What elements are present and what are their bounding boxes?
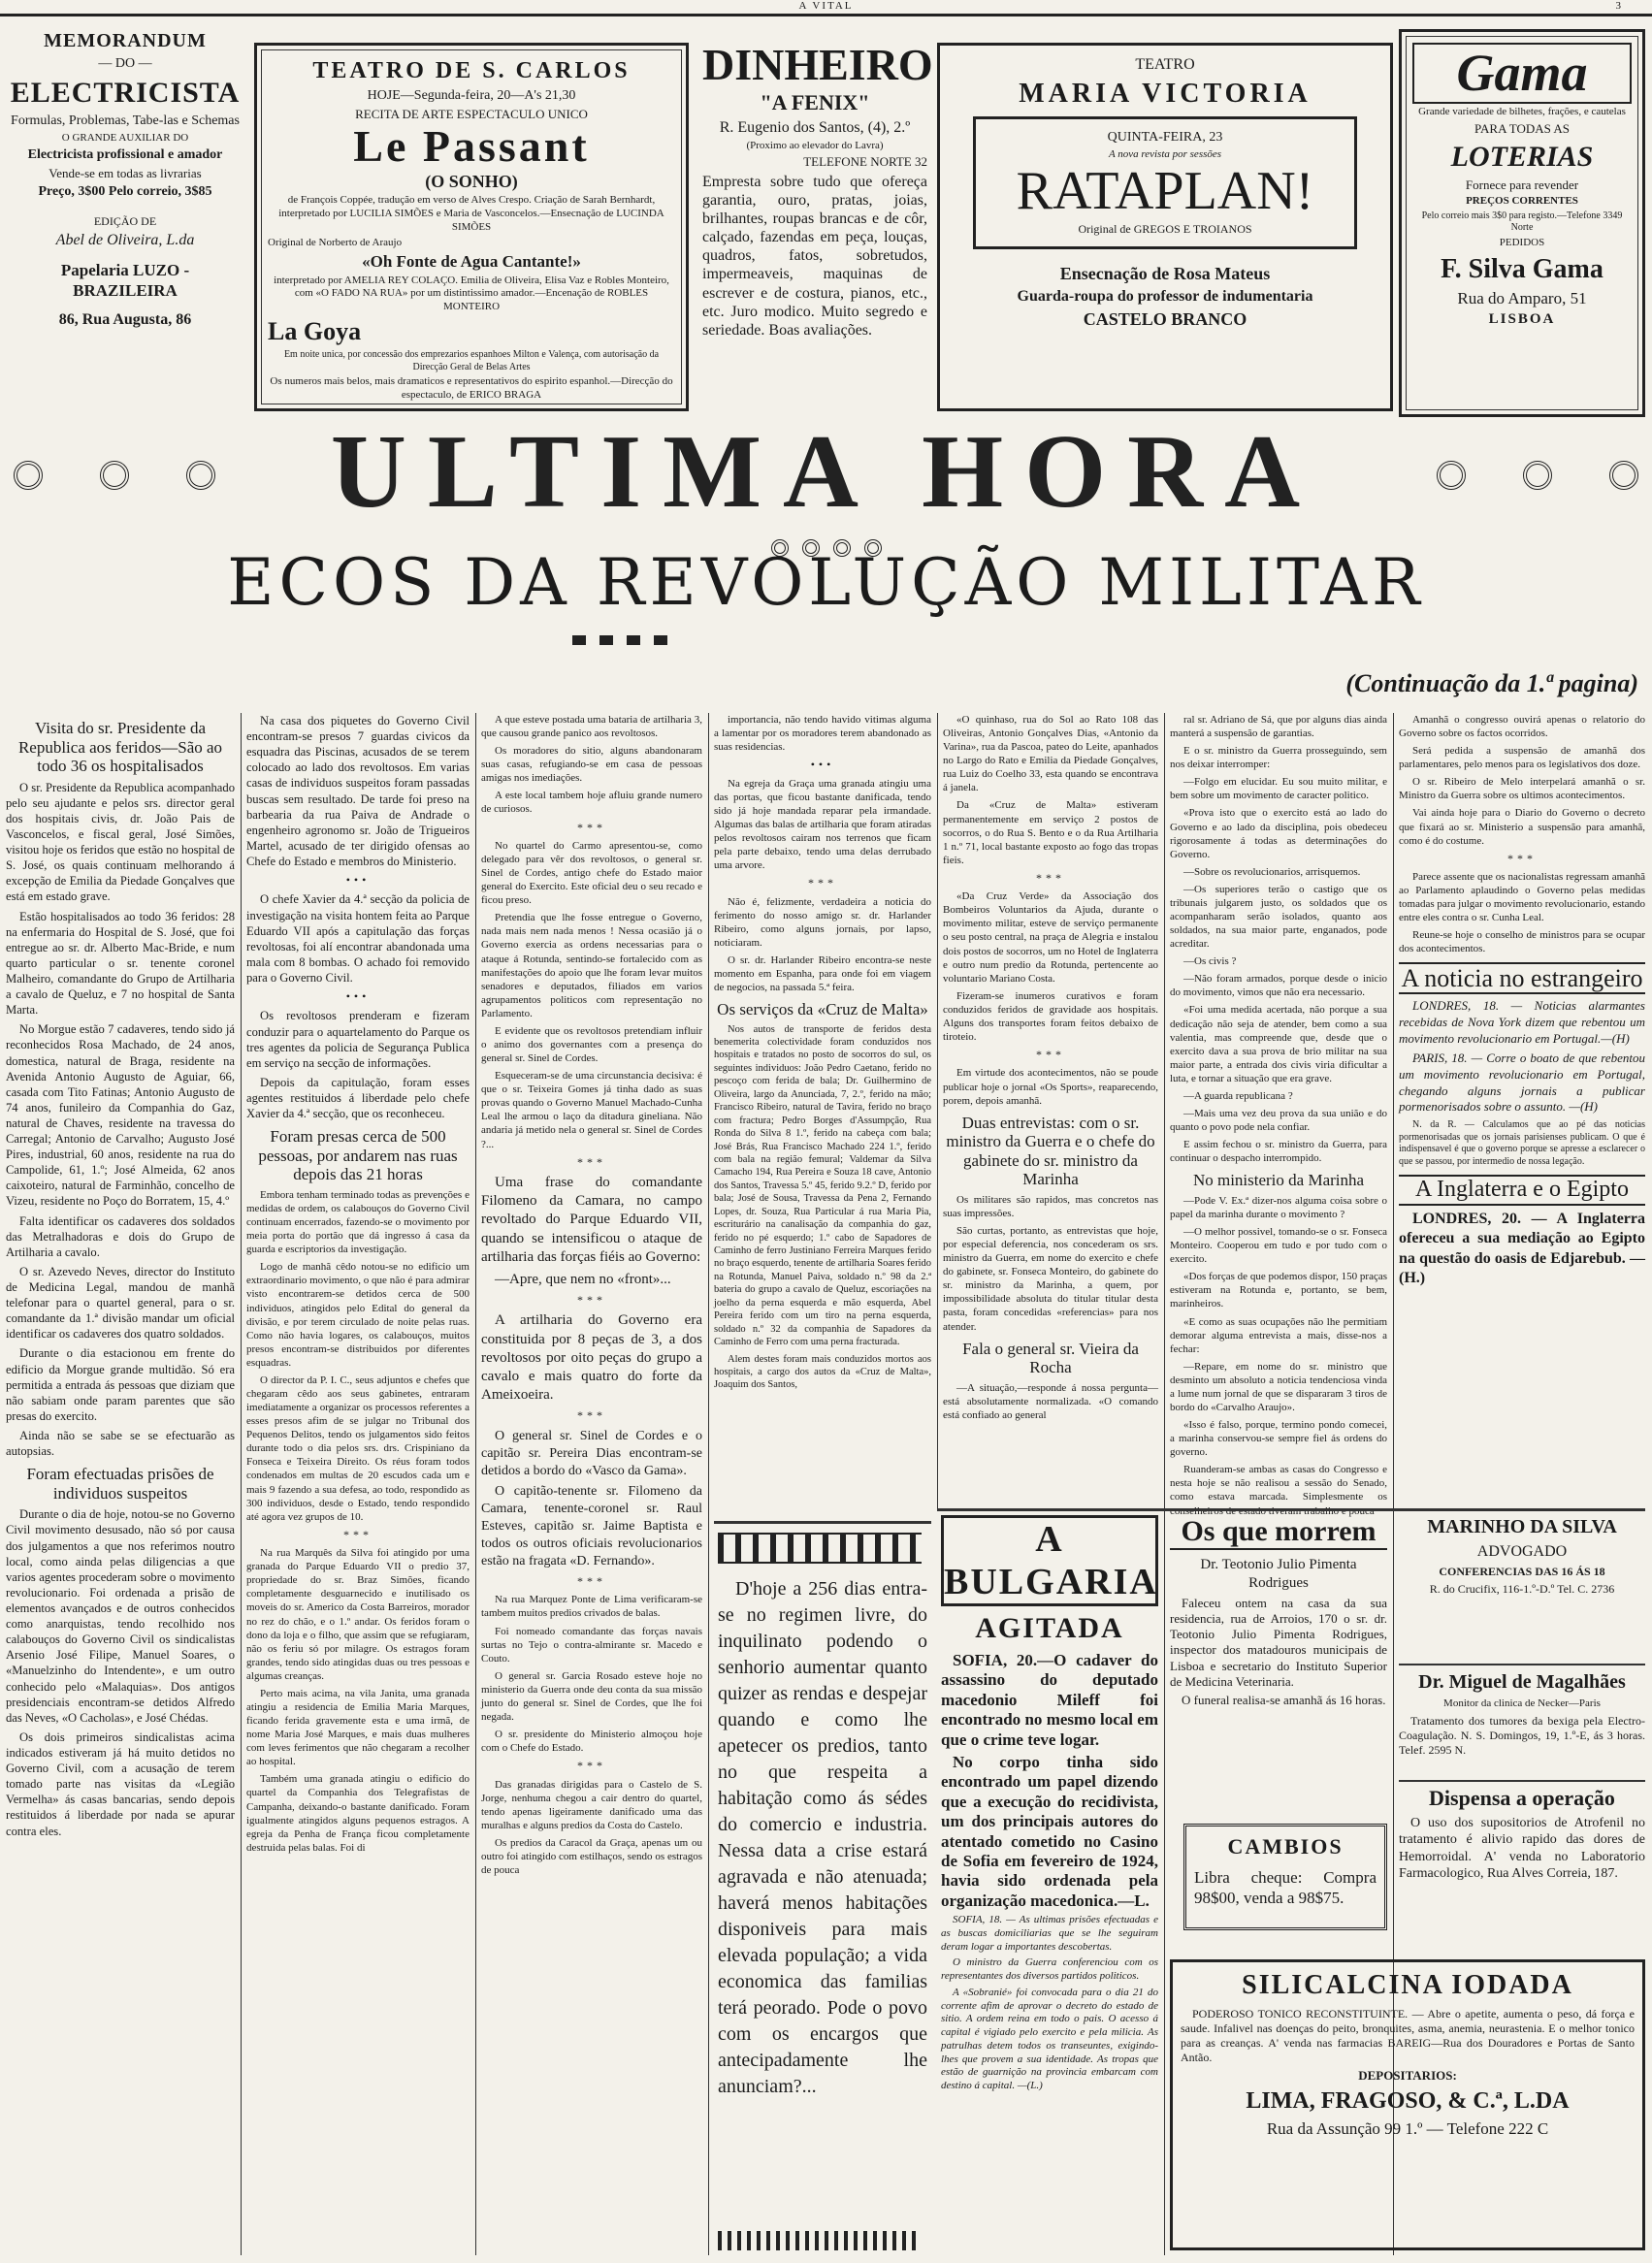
gama-l8: F. Silva Gama: [1441, 253, 1603, 284]
separator: ***: [808, 876, 837, 890]
col5-p6: Os militares são rapidos, mas concretos nas suas impressões.: [943, 1193, 1158, 1219]
gama-l7: PEDIDOS: [1499, 236, 1545, 248]
cambios-box: [1183, 1824, 1387, 1930]
col3-p11: O sr. presidente do Ministerio almoçou hoje com o Chefe do Estado.: [481, 1729, 702, 1755]
col5-heading-2: Fala o general sr. Vieira da Rocha: [962, 1339, 1139, 1377]
col5-p1: «O quinhaso, rua do Sol ao Rato 108 das Oliveiras, Antonio Gonçalves Dias, «Antonio da Varina», rua da Pascoa, pateo do Leite, apanhados no Largo do Rato e Emilia da Piedade Gonçalves, rua Luiz do Coelho 33, esta quando se encontrava á janela.: [943, 714, 1158, 794]
memo-l8: Preço, 3$00 Pelo correio, 3$85: [38, 184, 212, 199]
scarlos-play: Le Passant: [353, 120, 590, 171]
col3-p8: Na rua Marquez Ponte de Lima verificaram-se tambem muitos predios crivados de balas.: [481, 1594, 702, 1620]
column-3: [481, 713, 702, 2255]
separator: ***: [577, 1408, 606, 1423]
mv-l2: MARIA VICTORIA: [1019, 79, 1312, 109]
column-5: [943, 713, 1158, 1508]
atrofenil-ad: [1399, 1785, 1645, 1950]
col7-p5: Parece assente que os nacionalistas regressam amanhã ao Parlamento aplaudindo o Governo pelas medidas tomadas para julgar o movimento revolucionario, estando entre eles contra o sr. Cunha Leal.: [1399, 871, 1645, 924]
memo-l9: EDIÇÃO DE: [93, 213, 157, 228]
headline-divider: [572, 635, 669, 645]
advogado-hours: CONFERENCIAS DAS 16 ÁS 18: [1439, 1565, 1605, 1578]
memo-l5: O GRANDE AUXILIAR DO: [61, 131, 189, 144]
col4-p1: importancia, não tendo havido vitimas alguma a lamentar por os moradores terem abandonado as suas residencias.: [714, 714, 931, 754]
column-1: [6, 713, 235, 2255]
col2-p4: Depois da capitulação, foram esses agentes restituidos á liberdade pelo chefe Xavier da 4.ª secção, que os reconheceu.: [246, 1075, 470, 1121]
obituary-name: Dr. Teotonio Julio Pimenta Rodrigues: [1200, 1557, 1357, 1591]
col6-p9: «Foi uma medida acertada, não porque a sua dedicação não seja de atender, bem como a sua valentia, mas compreende que, desde que o exercito dava a sua prova de brio militar na sua maior parte, a entrada dos civis viria dificultar a luta, e tornar a situação que era grave.: [1170, 1004, 1387, 1084]
col3-quote: —Apre, que nem no «front»...: [495, 1271, 671, 1287]
col2-p2: O chefe Xavier da 4.ª secção da policia de investigação na visita hontem feita ao Parque Eduardo VII após a capitulação das forças revoltosas, foi alí encontrar abandonada uma mala com 8 bombas. O achado foi removido para o Governo Civil.: [246, 892, 470, 985]
column-rule: [1164, 713, 1165, 2255]
col5-p5: Em virtude dos acontecimentos, não se poude publicar hoje o jornal «Os Sports», reaparecendo, porem, depois amanhã.: [943, 1067, 1158, 1107]
col1-p4: Falta identificar os cadaveres dos soldados das Metralhadoras e dois do Grupo de Artilharia a cavalo.: [6, 1213, 235, 1259]
memo-l11: Papelaria LUZO - BRAZILEIRA: [60, 260, 190, 300]
dinheiro-near: (Proximo ao elevador do Lavra): [746, 139, 884, 151]
cambios-line: Libra cheque: Compra 98$00, venda a 98$75.: [1194, 1868, 1377, 1908]
scarlos-t4: interpretado por AMELIA REY COLAÇO. Emilia de Oliveira, Elisa Vaz e Robles Monteiro, com «O FADO NA RUA» por um distintissimo amador.—Encenação de ROBLES MONTEIRO: [274, 274, 669, 312]
obituary-box: [1170, 1515, 1387, 1758]
col2-p7: O director da P. I. C., seus adjuntos e chefes que chegaram cêdo aos seus gabinetes, entraram imediatamente a organizar os processos referentes a esses presos afim de se julgar no Tribunal dos Pequenos Delitos, tendo os julgamentos sido feitos durante todo o dia pelos srs. drs. Crispiniano da Fonseca e Teixeira Direito. Os réus foram todos condenados em multas de 20 escudos cada um e mais 9 fazendo a sua defesa, ao todo, respondido as 300 individuos, desde o Estado, tendo respondido até agora vez grupos de 10.: [246, 1374, 470, 1523]
col6-p18: «Isso é falso, porque, termino pondo comecei, a marinha conservou-se sempre fiel ás ordens do governo.: [1170, 1419, 1387, 1459]
bulgaria-p5: A «Sobranié» foi convocada para o dia 21 do corrente afim de aprovar o decreto do estado de sitio. A ordem reina em todo o pais. O acesso á capital é vigiado pelo exercito e pela milicia. As patrulhas detem todos os transeuntes, exigindo-lhes que provem a sua identidade. As tropas que estão de guarnição na provincia embarcam com destino á capital. —(L.): [941, 1986, 1158, 2092]
silicalcina-addr: Rua da Assunção 99 1.º — Telefone 222 C: [1266, 2119, 1549, 2139]
silicalcina-dep: DEPOSITARIOS:: [1358, 2068, 1457, 2083]
silicalcina-firm: LIMA, FRAGOSO, & C.ª, L.DA: [1246, 2088, 1570, 2115]
separator: •••: [345, 873, 371, 888]
section-rule: [1399, 1780, 1645, 1782]
separator: •••: [345, 989, 371, 1004]
scarlos-sub: (O SONHO): [425, 171, 518, 191]
mv-l4: A nova revista por sessões: [1108, 147, 1222, 160]
scarlos-t1: de François Coppée, tradução em verso de Alves Crespo. Criação de Sarah Bernhardt, interpretado por LUCILIA SIMÕES e Maria de Vasconcelos.—Ensecnação de LUCINDA SIMÕES: [278, 194, 664, 233]
separator: ***: [1036, 1048, 1065, 1062]
col6-p14: —O melhor possivel, tomando-se o sr. Fonseca Monteiro. Cooperou em tudo e por tudo com o exercito.: [1170, 1226, 1387, 1266]
col3-p6: E evidente que os revoltosos pretendiam influir o animo dos governantes com a presença do general sr. Sinel de Cordes.: [481, 1024, 702, 1065]
separator: ***: [577, 1759, 606, 1773]
gama-l3: LOTERIAS: [1450, 141, 1594, 174]
bulgaria-box: [941, 1515, 1158, 2252]
obituary-p1: Faleceu ontem na casa da sua residencia, rua de Arroios, 170 o sr. dr. Teotonio Julio Pimenta Rodrigues, inspector dos matadouros municipais de Lisboa e secretario do Instituto Superior de Medicina Veterinaria.: [1170, 1595, 1387, 1689]
bulgaria-p4: O ministro da Guerra conferenciou com os representantes dos diversos partidos politicos.: [941, 1956, 1158, 1983]
col1-p3: No Morgue estão 7 cadaveres, tendo sido já reconhecidos Rosa Machado, de 24 anos, domestica, natural de Braga, residente na Avenida Antonio Augusto de Aguiar, 66, casada com Tito Fatinas; Antonio Augusto de 74 anos, funileiro da Companhia do Gaz, natural de Chaves, residente na travessa do Carregal; Antonio de Carvalho; Augusto José Pires, industrial, 60 anos, residente na rua do Campolide, 61, 1.º; José Almeida, 62 anos caixoteiro, natural de Farminhão, concelho de Vizeu, residente no Poço do Borratem, 15, 4.º: [6, 1022, 235, 1209]
dinheiro-body: Empresta sobre tudo que ofereça garantia, ouro, pratas, joias, brilhantes, roupas brancas e de côr, calçado, fazendas em peça, louças, quadros, fatos, sobretudos, impermeaveis, maquinas de escrever e de costura, pianos, etc., etc. Juro modico. Muito segredo e seriedade. Boas avaliações.: [702, 173, 927, 339]
col1-p9: Os dois primeiros sindicalistas acima indicados estiveram já há muito detidos no Governo Civil, com a acusação de terem tomado parte nas visitas da «Legião Vermelha» ás casas bancarias, sendo depois restituidos á liberdade por nada se apurar contra eles.: [6, 1730, 235, 1838]
doctor-sub: Monitor da clinica de Necker—Paris: [1443, 1697, 1601, 1709]
col2-p10: Também uma granada atingiu o edificio do quartel da Companhia dos Telegrafistas de Campanha, deixando-o bastante danificado. Foram igualmente atingidos alguns pequenos estragos. A egreja da Penha de França ficou completamente destruida pelas balas. Foi di: [246, 1773, 470, 1854]
col3-p1: A que esteve postada uma bataria de artilharia 3, que causou grande panico aos revoltosos.: [481, 714, 702, 740]
section-rule: [714, 1521, 931, 1524]
gama-l6: Pelo correio mais 3$0 para registo.—Telefone 3349 Norte: [1421, 210, 1623, 234]
headline-main: ULTIMA HORA: [330, 414, 1322, 530]
atrofenil-title: Dispensa a operação: [1429, 1786, 1615, 1810]
continuation-note: (Continuação da 1.ª pagina): [1345, 669, 1638, 697]
col6-p5: —Sobre os revolucionarios, arrisquemos.: [1183, 865, 1361, 878]
memo-l7: Vende-se em todas as livrarias: [49, 165, 202, 180]
col7-p9: N. da R. — Calculamos que ao pé das noticias pormenorisadas que os jornais parisienses publicam. O que é indispensavel é que o governo porque se apresse a esclarecer o que se passou, por intermedio de nossa legação.: [1399, 1118, 1645, 1168]
ad-teatro-s-carlos: [254, 43, 689, 411]
scarlos-rec: RECITA DE ARTE ESPECTACULO UNICO: [355, 106, 588, 121]
col1-p5: O sr. Azevedo Neves, director do Instituto de Medicina Legal, mandou de manhã telefonar para o quartel general, para o sr. comandante da 1.ª divisão mandar um oficial identificar os cadaveres dos quatro soldados.: [6, 1264, 235, 1342]
gama-l2: PARA TODAS AS: [1474, 121, 1571, 137]
dinheiro-tel: TELEFONE NORTE 32: [803, 154, 927, 170]
scarlos-date: HOJE—Segunda-feira, 20—A's 21,30: [367, 88, 576, 103]
section-rule: [1399, 1664, 1645, 1665]
column-rule: [708, 713, 709, 2255]
dinheiro-sub: "A FENIX": [760, 90, 870, 114]
col3-p12: Das granadas dirigidas para o Castelo de S. Jorge, nenhuma chegou a cair dentro do quartel, tendo apenas ligeiramente danificado uma das muralhas e alguns predios da Costa do Castelo.: [481, 1778, 702, 1831]
memo-l10: Abel de Oliveira, L.da: [55, 231, 195, 248]
separator: ***: [577, 820, 606, 834]
col6-p17: —Repare, em nome do sr. ministro que desminto um absoluto a noticia tendenciosa vinda a lume num jornal de que se dispararam 3 tiros de bordo do «Carvalho Araujo».: [1170, 1360, 1387, 1413]
col4-p2: Na egreja da Graça uma granada atingiu uma das portas, que ficou bastante danificada, tendo sido já hoje mandada reparar pela irmandade. Algumas das balas de artilharia que foram atiradas pelos revoltosos cairam nos terrenos que ficam pela parte debaixo, tendo uma delas derrubado uma arvore.: [714, 777, 931, 872]
col2-heading: Foram presas cerca de 500 pessoas, por andarem nas ruas depois das 21 horas: [258, 1127, 458, 1184]
col3-heading-2: A artilharia do Governo era constituida por 8 peças de 3, a dos revoltosos por oito peças do grupo a cavalo e mais quatro do forte da Ameixoeira.: [481, 1312, 702, 1404]
col1-p7: Ainda não se sabe se se efectuarão as autopsias.: [6, 1429, 235, 1459]
col6-p1: ral sr. Adriano de Sá, que por alguns dias ainda manterá a suspensão de garantias.: [1170, 714, 1387, 740]
col3-p9: Foi nomeado comandante das forças navais surtas no Tejo o contra-almirante sr. Macedo e Couto.: [481, 1625, 702, 1665]
scarlos-t7: Os numeros mais belos, mais dramaticos e representativos do espirito espanhol.—Direcção do espectaculo, de ERICO BRAGA: [270, 375, 673, 401]
memo-l4: Formulas, Problemas, Tabe-las e Schemas: [11, 113, 240, 128]
ad-dinheiro: [698, 39, 931, 427]
col2-p8: Na rua Marquês da Silva foi atingido por uma granada do Parque Eduardo VII o predio 37, propriedade do sr. Braz Simões, ficando completamente desguarnecido e inutilisado os moveis do sr. Americo da Costa Barreiros, morador no rez do chão, e o 1.º andar. Os feridos foram o dono da loja e o filho, que assim que se refugiaram, não os feriu só por milagre. Os estragos foram grandes, tendo sido atingidas duas ou tres pessoas e algumas creanças.: [246, 1547, 470, 1682]
separator: ***: [577, 1154, 606, 1169]
col2-p5: Embora tenham terminado todas as prevenções e medidas de ordem, os calabouços do Governo Civil continuam encerrados, fazendo-se o movimento por meia porta do portão que dá ingresso á casa da guarda e escriptorios da investigação.: [246, 1188, 470, 1256]
gama-logo: Gama: [1412, 43, 1632, 104]
bulgaria-title: A BULGARIA: [941, 1515, 1158, 1606]
col1-p8: Durante o dia de hoje, notou-se no Governo Civil movimento desusado, não só por causa dos julgamentos a que nos referimos noutro local, como ainda pelas diligencias a que varios agentes procederam sobre o movimento revolucionario. Foi ordenada a prisão de elementos avançados e de outros conhecidos como anarquistas, tendo recolhido nos calabouços do Governo Civil os sindicalistas Arsenio José Filipe, Manuel Soares, o «Manuelzinho do Intendente», e um outro conhecido pelo «Malaquias». Dos antigos presidenciais encontram-se detidos Alfredo das Neves, «O Cacholas», e José Chédas.: [6, 1507, 235, 1725]
column-2: [246, 713, 470, 2255]
col6-p15: «Dos forças de que podemos dispor, 150 praças estiveram na Rotunda e, portanto, se bem, marinheiros.: [1170, 1271, 1387, 1310]
bulgaria-p2: No corpo tinha sido encontrado um papel dizendo que a execução do recidivista, um dos principais autores do atentado cometido no Casino de Sofia em fevereiro de 1924, havia sido ordenada pela organização macedonica.—L.: [941, 1752, 1158, 1910]
advogado-ad: [1399, 1515, 1645, 1661]
col5-p8: —A situação,—responde á nossa pergunta—está absolutamente normalizada. «O comando está confiado ao general: [943, 1381, 1158, 1421]
memo-l12: 86, Rua Augusta, 86: [58, 311, 192, 328]
page-number: 3: [1615, 0, 1623, 12]
col2-p1: Na casa dos piquetes do Governo Civil encontram-se presos 7 guardas civicos da esquadra das Piscinas, acusados de se terem colocado ao lado dos revoltosos. Em varias casas de individuos suspeitos foram passadas buscas sem resultado. De tarde foi preso na barbearia da rua Paiva de Andrade o engenheiro agronomo sr. João de Trigueiros Martel, acusado de ter dirigido ofensas ao Chefe do Estado e membros do Ministerio.: [246, 714, 470, 868]
column-7: [1399, 713, 1645, 1537]
col4-p4: O sr. dr. Harlander Ribeiro encontra-se neste momento em Espanha, para onde foi em viagem de negocios, na passada 5.ª feira.: [714, 954, 931, 993]
doctor-text: Tratamento dos tumores da bexiga pela Electro-Coagulação. N. S. Domingos, 19, 1.º-E, ás 3 horas. Telef. 2595 N.: [1399, 1713, 1645, 1757]
col7-p2: Será pedida a suspensão de amanhã dos parlamentares, pelo menos para os legislativos dos doze.: [1399, 745, 1645, 771]
col4-p5: Nos autos de transporte de feridos desta benemerita colectividade foram conduzidos nos hospitais e tratados no posto de socorros do sul, os seguintes individuos: João Pedro Caetano, ferido no pescoço com ferida de bala; Dr. Guilhermino de Oliveira, largo da Anunciada, 7, 2.º, ferido na mão; Francisco Ribeiro, natural de Tavira, ferido no braço com fractura; Pedro Borges d'Assumpção, Rua Ronda do Silva 8 1.º, ferido na cabeça com bala; José Brás, Rua Francisco Machado 224 1.º, ferido com bala na região femural; Valdemar da Silva Camacho 194, Rua Pereira e Souza 18 cave, Antonio dos Santos, Travessa 5.º 45, ferido 9.2.º D, ferido por bala; José de Sousa, Travessa da Pena 2, Fernando Lopes, dr. Souza, Rua Particular á rua Maria Pia, escriturário na canalisação da companhia do gaz, ferido no pé esquerdo; 1.º cabo de Sapadores de Caminho de ferro Justiniano Ferreira Marques ferido no braço esquerdo, tenente de artilharia Soares ferido na Rotunda, Manuel Paiva, soldado n.º 98 da 2.ª bateria do grupo a cavalo de Queluz, escoriações na joelho da perna esquerda e mão esquerda, Abel Pereira ferido com um tiro na perna esquerda, soldado n.º 32 da companhia de Sapadores da Caminho de Ferro com uma perna fracturada.: [714, 1023, 931, 1348]
col4-p3: Não é, felizmente, verdadeira a noticia do ferimento do nosso amigo sr. dr. Harlander Ribeiro, como alguns jornais, por lapso, noticiaram.: [714, 895, 931, 949]
col5-p3: «Da Cruz Verde» da Associação dos Bombeiros Voluntarios da Ajuda, durante o movimento militar, esteve de serviço permanente o seu posto central, na praça de Alegria e instalou dois postos de socorros, um no Hotel de Inglaterra e outro num predio da Rotunda, pertencente ao voluntario Mariano Costa.: [943, 890, 1158, 985]
col2-p9: Perto mais acima, na vila Janita, uma granada atingiu a residencia de Emilia Maria Marques, ficando ferida gravemente esta e uma irmã, de nome Maria José Marques, e mais duas mulheres com leves ferimentos que não chegaram a recolher ao hospital.: [246, 1687, 470, 1768]
mv-l7: Ensecnação de Rosa Mateus: [1059, 264, 1271, 284]
col2-p3: Os revoltosos prenderam e fizeram conduzir para o aquartelamento do Parque os tres agentes da policia de Segurança Publica em serviço na secção de informações.: [246, 1009, 470, 1070]
section-rule: [937, 1508, 1645, 1511]
col6-p10: —A guarda republicana ?: [1183, 1089, 1293, 1102]
silicalcina-title: SILICALCINA IODADA: [1242, 1970, 1573, 2000]
column-rule: [475, 713, 476, 2255]
advogado-title: ADVOGADO: [1476, 1543, 1568, 1560]
ornament-strip: [718, 1533, 922, 1564]
obituary-p2: O funeral realisa-se amanhã ás 16 horas.: [1182, 1693, 1386, 1707]
col5-p2: Da «Cruz de Malta» estiveram permanentemente em serviço 2 postos de socorros, o do Rua S. Bento e o da Rua Artilharia 1 n.º 71, local bastante exposto ao fogo das tropas fieis.: [943, 799, 1158, 866]
column-6: [1170, 713, 1387, 1508]
col4-p6: Alem destes foram mais conduzidos mortos aos hospitais, a cargo dos autos da «Cruz de Malta», Joaquim dos Santos,: [714, 1353, 931, 1391]
col3-p10: O general sr. Garcia Rosado esteve hoje no ministerio da Guerra onde deu conta da sua missão junto do general sr. Sinel de Cordes, que lhe foi negada.: [481, 1669, 702, 1723]
gama-l5: PREÇOS CORRENTES: [1466, 195, 1578, 208]
separator: ***: [577, 1293, 606, 1308]
mv-l8: Guarda-roupa do professor de indumentaria: [1017, 287, 1313, 305]
mv-l9: CASTELO BRANCO: [1083, 308, 1247, 329]
col3-heading-4: O capitão-tenente sr. Filomeno da Camara, tenente-coronel sr. Raul Esteves, capitão sr. Jaime Baptista e todos os outros oficiais revolucionarios estão na fragata «D. Fernando».: [481, 1484, 702, 1569]
scarlos-title: TEATRO DE S. CARLOS: [312, 58, 631, 83]
mv-l1: TEATRO: [1135, 56, 1195, 73]
mv-l6: Original de GREGOS E TROIANOS: [1078, 222, 1252, 237]
gama-l4: Fornece para revender: [1465, 177, 1579, 192]
gama-l1: Grande variedade de bilhetes, frações, e cautelas: [1418, 106, 1626, 118]
masthead-line: [0, 0, 1652, 16]
col7-p7: LONDRES, 18. — Noticias alarmantes recebidas de Nova York dizem que rebentou um movimento revolucionario em Portugal.—(H): [1399, 998, 1645, 1046]
gama-l9: Rua do Amparo, 51: [1457, 288, 1587, 307]
doctor-ad: [1399, 1670, 1645, 1777]
inquilinato-text: D'hoje a 256 dias entra-se no regimen livre, do inquilinato podendo o senhorio aumentar quanto quizer as rendas e despejar quando e como lhe apetecer os predios, tanto no que respeita a habitação como ás sédes do comercio e industria. Nessa data a crise estará agravada e não atenuada; haverá menos habitações disponiveis para mais elevada população; a vida economica das familias terá peorado. Pode o povo com os encargos que antecipadamente lhe anunciam?...: [718, 1578, 927, 2097]
col6-heading: No ministerio da Marinha: [1192, 1171, 1365, 1190]
col7-heading-2: A Inglaterra e o Egipto: [1399, 1175, 1645, 1206]
mv-l3: QUINTA-FEIRA, 23: [1107, 130, 1223, 145]
dinheiro-title: DINHEIRO: [702, 40, 933, 89]
col1-p6: Durante o dia estacionou em frente do edificio da Morgue grande multidão. Só era permitida a entrada ás pessoas que diziam que não sabiam onde param parentes que são presas do exercito.: [6, 1346, 235, 1423]
scarlos-t6: Em noite unica, por concessão dos emprezarios espanhoes Milton e Valença, com autorisação da Direcção Geral de Belas Artes: [283, 349, 660, 372]
col7-p3: O sr. Ribeiro de Melo interpelará amanhã o sr. Ministro da Guerra sobre os ultimos acontecimentos.: [1399, 776, 1645, 802]
col6-p2: E o sr. ministro da Guerra prosseguindo, sem nos deixar interromper:: [1170, 745, 1387, 771]
column-4: [714, 713, 931, 1508]
col3-p2: Os moradores do sitio, alguns abandonaram suas casas, refugiando-se em casa de pessoas amigas nos imediações.: [481, 745, 702, 785]
col4-heading: Os serviços da «Cruz de Malta»: [717, 1000, 928, 1019]
mv-inner-box: [973, 116, 1357, 249]
col6-p12: E assim fechou o sr. ministro da Guerra, para continuar o despacho interrompido.: [1170, 1139, 1387, 1165]
ornament-strip-bottom: [718, 2231, 922, 2250]
memo-l2: — DO —: [98, 56, 152, 71]
col6-p19: Ruanderam-se ambas as casas do Congresso e nesta hoje se não realisou a sessão do Senado, como estava marcada. Simplesmente os: [1170, 1464, 1387, 1503]
scarlos-t5: La Goya: [268, 316, 362, 345]
col6-p4: «Prova isto que o exercito está ao lado do Governo e ao lado da disciplina, pois obedeceu rigorosamente á todas as determinações do Governo.: [1170, 807, 1387, 860]
bulgaria-subtitle: AGITADA: [975, 1612, 1124, 1644]
col1-heading-2: Foram efectuadas prisões de individuos suspeitos: [26, 1465, 214, 1503]
col6-p16: «E como as suas ocupações não lhe permitiam demorar alguma entrevista a mais, disse-nos a fechar:: [1170, 1315, 1387, 1355]
col3-p3: A este local tambem hoje afluiu grande numero de curiosos.: [481, 790, 702, 816]
scarlos-t3: «Oh Fonte de Agua Cantante!»: [362, 252, 581, 272]
scarlos-t2: Original de Norberto de Araujo: [268, 236, 403, 248]
separator: ***: [1507, 851, 1537, 865]
col1-heading: Visita do sr. Presidente da Republica aos feridos—São ao todo 36 os hospitalisados: [17, 719, 223, 776]
col1-p2: Estão hospitalisados ao todo 36 feridos: 28 na enfermaria do Hospital de S. José, que foi entregue ao sr. dr. Alberto Mac-Bride, e num quarto particular o sr. tenente coronel Malheiro, comandante do Grupo de Artilharia a cavalo de Queluz, e 7 no hospital de Santa Marta.: [6, 909, 235, 1018]
col7-p8: PARIS, 18. — Corre o boato de que rebentou um movimento revolucionario em Portugal, chegando alguns jornais a publicar pormenorisados sobre o assunto. —(H): [1399, 1051, 1645, 1115]
obituary-title: Os que morrem: [1170, 1515, 1387, 1550]
atrofenil-text: O uso dos supositorios de Atrofenil no tratamento é alivio rapido das dores de Hemorroidal. A' venda no Laboratorio Farmacologico, Rua Alves Correia, 187.: [1399, 1815, 1645, 1881]
col3-heading: Uma frase do comandante Filomeno da Camara, no campo revoltado do Parque Eduardo VII, quando se intensificou o ataque de artilharia das forças fiéis ao Governo:: [481, 1174, 702, 1265]
advogado-name: MARINHO DA SILVA: [1427, 1516, 1617, 1537]
mv-l5: RATAPLAN!: [1016, 161, 1314, 222]
doctor-name: Dr. Miguel de Magalhães: [1418, 1671, 1626, 1693]
advogado-addr: R. do Crucifix, 116-1.º-D.º Tel. C. 2736: [1429, 1582, 1615, 1596]
col7-p1: Amanhã o congresso ouvirá apenas o relatorio do Governo sobre os factos ocorridos.: [1399, 714, 1645, 740]
separator: •••: [810, 758, 835, 772]
col6-p6: —Os superiores terão o castigo que os tribunais julgarem justo, os soldados que os acompanharam serão isolados, quanto aos soldados, na sua maior parte, enganados, pode acreditar.: [1170, 883, 1387, 951]
dinheiro-addr: R. Eugenio dos Santos, (4), 2.º: [719, 118, 911, 136]
column-rule: [937, 713, 938, 1508]
separator: ***: [343, 1527, 373, 1541]
ad-maria-victoria: [937, 43, 1393, 411]
col6-p13: —Pode V. Ex.ª dizer-nos alguma coisa sobre o papel da marinha durante o movimento ?: [1170, 1194, 1387, 1220]
col3-heading-3: O general sr. Sinel de Cordes e o capitão sr. Pereira Dias encontram-se detidos a bordo do «Vasco da Gama».: [481, 1428, 702, 1478]
col3-p5: Pretendia que lhe fosse entregue o Governo, nada mais nem nada menos ! Nessa ocasião já o Governo exercia as ordens necessarias para o ataque á Rotunda, sentindo-se fortalecido com as manifestações do apoio que lhe foram levar muitos senadores e deputados, filiados em varios agrupamentos politicos com representação no Parlamento.: [481, 912, 702, 1019]
col7-p6: Reune-se hoje o conselho de ministros para se ocupar dos acontecimentos.: [1399, 929, 1645, 955]
ad-memorandum: [4, 21, 246, 429]
memo-l6: Electricista profissional e amador: [27, 147, 223, 163]
col7-p10: LONDRES, 20. — A Inglaterra ofereceu a sua mediação ao Egipto na questão do oasis de Edjarebub. —(H.): [1399, 1210, 1645, 1286]
bulgaria-p3: SOFIA, 18. — As ultimas prisões efectuadas e as buscas domiciliarias que se lhe seguiram deram logar a importantes descobertas.: [941, 1914, 1158, 1953]
col7-p4: Vai ainda hoje para o Diario do Governo o decreto que fixará ao sr. Ministerio a suspensão para amanhã, como é do costume.: [1399, 807, 1645, 847]
col7-heading: A noticia no estrangeiro: [1399, 962, 1645, 995]
memo-l3: ELECTRICISTA: [10, 76, 241, 109]
col5-p4: Fizeram-se inumeros curativos e foram conduzidos feridos de gravidade aos hospitais. Alguns dos transportes foram feitos debaixo de tiroteio.: [943, 989, 1158, 1043]
column-rule: [241, 713, 242, 2255]
silicalcina-ad: [1170, 1959, 1645, 2250]
col3-p13: Os predios da Caracol da Graça, apenas um ou outro foi atingido com estilhaços, sendo os estragos de pouca: [481, 1836, 702, 1877]
col6-p7: —Os civis ?: [1183, 955, 1237, 968]
col6-p3: —Folgo em elucidar. Eu sou muito militar, e bem sobre um movimento de caracter politico.: [1170, 776, 1387, 802]
col6-p8: —Não foram armados, porque desde o inicio do movimento, vimos que não era necessario.: [1170, 973, 1387, 999]
paper-name: A VITAL: [798, 0, 854, 12]
headline-sub: ECOS DA REVOLUÇÃO MILITAR: [227, 545, 1425, 620]
inquilinato-notice: [718, 1576, 927, 2246]
col3-p7: Esqueceram-se de uma circunstancia decisiva: é que o sr. Teixeira Gomes já tinha dado as suas provas quando o Governo Manuel Machado-Cunha Leal lhe armou o laço da ditadura gineliana. Não andaria já metido nela o general sr. Sinel de Cordes ?...: [481, 1070, 702, 1150]
separator: ***: [577, 1574, 606, 1589]
ad-gama: [1399, 29, 1645, 417]
col6-p11: —Mais uma vez deu prova da sua união e do quanto o povo pode nela confiar.: [1170, 1108, 1387, 1134]
separator: ***: [1036, 870, 1065, 885]
col2-p6: Logo de manhã cêdo notou-se no edificio um extraordinario movimento, o que não é para admirar visto encontrarem-se detidos cerca de 500 individuos, atingidos pelo Edital do general da divisão, e por terem circulado de noite pelas ruas. Como não havia logares, os calabouços, muitos presos encontram-se distribuidos por diferentes esquadras.: [246, 1261, 470, 1369]
bulgaria-p1: SOFIA, 20.—O cadaver do assassino do deputado macedonio Mileff foi encontrado no mesmo local em que o crime teve logar.: [941, 1651, 1158, 1749]
col5-heading: Duas entrevistas: com o sr. ministro da Guerra e o chefe do gabinete do sr. ministro da Marinha: [946, 1113, 1155, 1189]
col1-p1: O sr. Presidente da Republica acompanhado pelo seu ajudante e pelos srs. director geral dos hospitais civis, dr. João Pais de Vasconcelos, e fiscal geral, José Simões, visitou hoje os feridos que estão no hospital de S. José, os quais continuam melhorando á excepção de Emilia da Piedade Gonçalves que está em estado grave.: [6, 780, 235, 904]
cambios-title: CAMBIOS: [1227, 1834, 1344, 1859]
memo-l1: MEMORANDUM: [44, 30, 207, 51]
col3-p4: No quartel do Carmo apresentou-se, como delegado para vêr dos revoltosos, o general sr. Sinel de Cordes, antigo chefe do Estado maior general do Exercito. Este oficial deu o seu recado e ficou preso.: [481, 839, 702, 907]
silicalcina-body: PODEROSO TONICO RECONSTITUINTE. — Abre o apetite, aumenta o peso, dá força e saude. Infalivel nas doenças do peito, bronquites, asma, anemia, neurastenia. E o melhor tonico para as creanças. A' venda nas farmacias BAREIG—Rua dos Douradores e Portas de Santo Antão.: [1181, 2007, 1635, 2064]
col5-p7: São curtas, portanto, as entrevistas que hoje, por especial deferencia, nos concederam os srs. ministro da Guerra, em nome do exercito e chefe do gabinete, sr. Fonseca Monteiro, do gabinete do sr. ministro da Marinha, a quem, por impossibilidade absoluta do titular titular desta pasta, foram concedidas «referencias» para nos atender.: [943, 1225, 1158, 1333]
gama-l10: LISBOA: [1488, 310, 1556, 327]
